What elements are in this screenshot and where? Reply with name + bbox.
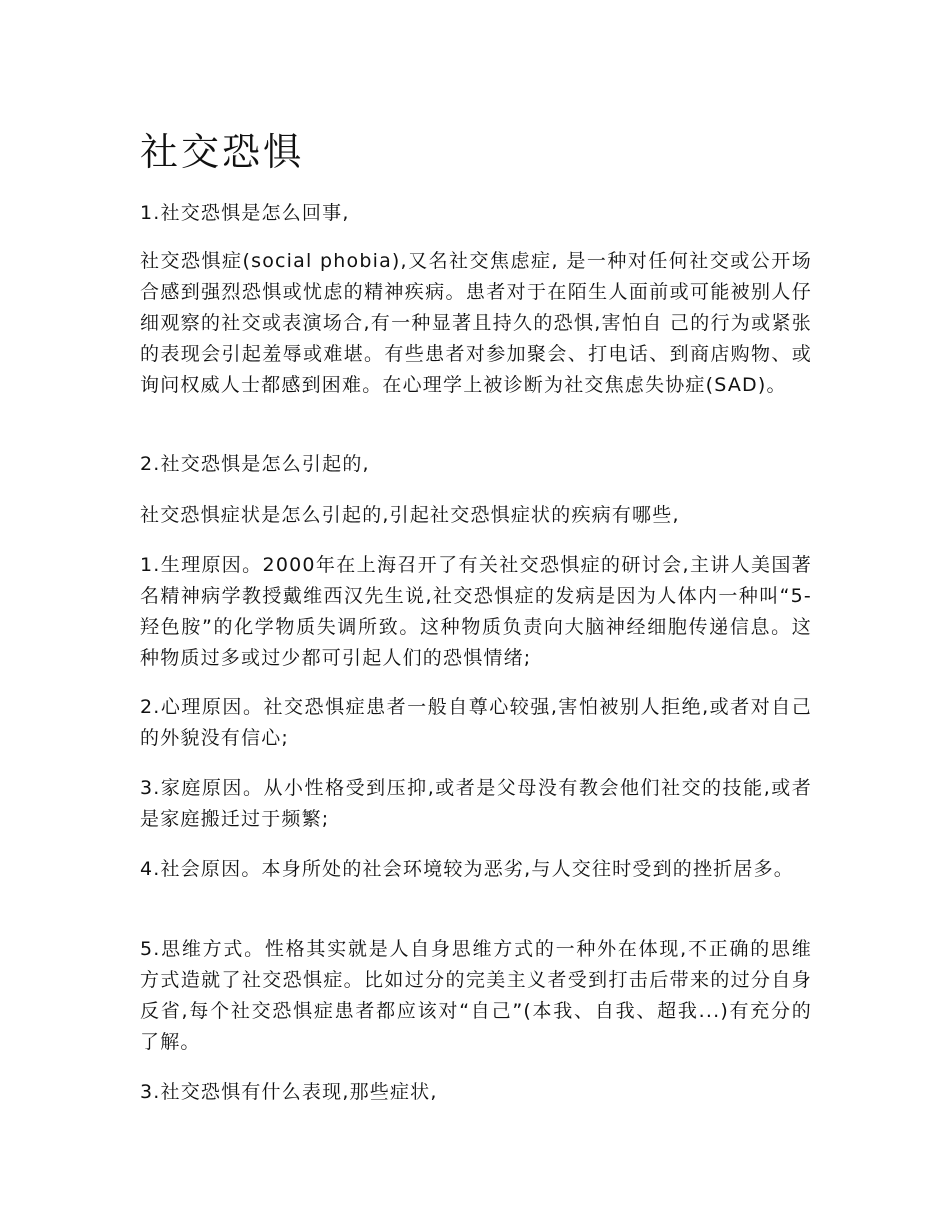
paragraph-cause-physiological: 1.生理原因。2000年在上海召开了有关社交恐惧症的研讨会,主讲人美国著名精神病学教授戴维西汉先生说,社交恐惧症的发病是因为人体内一种叫“5-羟色胺”的化学物质失调所致。这种物质负责向大脑神经细胞传递信息。这种物质过多或过少都可引起人们的恐惧情绪;: [140, 554, 812, 669]
document-title: 社交恐惧: [140, 130, 305, 174]
section-heading-1: 1.社交恐惧是怎么回事,: [140, 202, 350, 224]
section-heading-3: 3.社交恐惧有什么表现,那些症状,: [140, 1081, 438, 1103]
paragraph-definition: 社交恐惧症(social phobia),又名社交焦虑症, 是一种对任何社交或公开场合感到强烈恐惧或忧虑的精神疾病。患者对于在陌生人面前或可能被别人仔细观察的社交或表演场合,有一种显著且持久的恐惧,害怕自 己的行为或紧张的表现会引起羞辱或难堪。有些患者对参加聚会、打电话、到商店购物、或询问权威人士都感到困难。在心理学上被诊断为社交焦虑失协症(SAD)。: [140, 250, 812, 396]
paragraph-cause-thinking: 5.思维方式。性格其实就是人自身思维方式的一种外在体现,不正确的思维方式造就了社交恐惧症。比如过分的完美主义者受到打击后带来的过分自身反省,每个社交恐惧症患者都应该对“自己”(本我、自我、超我...)有充分的了解。: [140, 938, 812, 1053]
section-heading-2: 2.社交恐惧是怎么引起的,: [140, 453, 370, 475]
paragraph-cause-social: 4.社会原因。本身所处的社会环境较为恶劣,与人交往时受到的挫折居多。: [140, 858, 794, 880]
paragraph-causes-intro: 社交恐惧症状是怎么引起的,引起社交恐惧症状的疾病有哪些,: [140, 504, 680, 526]
paragraph-cause-family: 3.家庭原因。从小性格受到压抑,或者是父母没有教会他们社交的技能,或者是家庭搬迁过于频繁;: [140, 777, 812, 830]
paragraph-cause-psychological: 2.心理原因。社交恐惧症患者一般自尊心较强,害怕被别人拒绝,或者对自己的外貌没有信心;: [140, 696, 812, 749]
